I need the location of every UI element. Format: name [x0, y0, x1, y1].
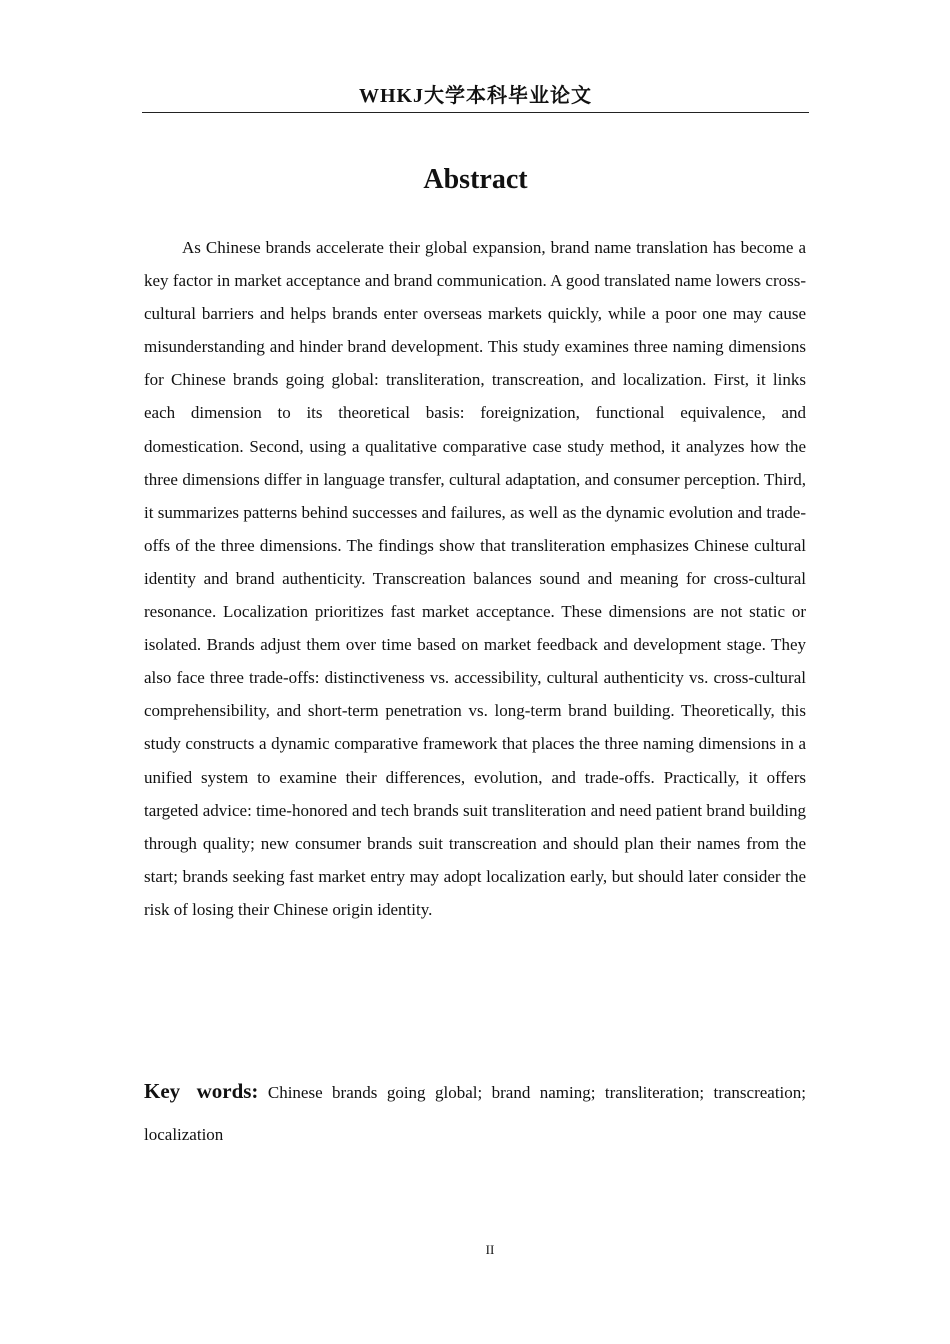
keywords-line — [144, 1070, 806, 1156]
abstract-body: As Chinese brands accelerate their global expansion, brand name translation has become a key factor in market acceptance and brand communication. A good translated name lowers cross-cultural barriers and helps brands enter overseas markets quickly, while a poor one may cause misunderstanding and hinder brand development. This study examines three naming dimensions for Chinese brands going global: transliteration, transcreation, and localization. First, it links each dimension to its theoretical basis: foreignization, functional equivalence, and domestication. Second, using a qualitative comparative case study method, it analyzes how the three dimensions differ in language transfer, cultural adaptation, and consumer perception. Third, it summarizes patterns behind successes and failures, as well as the dynamic evolution and trade-offs of the three dimensions. The findings show that transliteration emphasizes Chinese cultural identity and brand authenticity. Transcreation balances sound and meaning for cross-cultural resonance. Localization prioritizes fast market acceptance. These dimensions are not static or isolated. Brands adjust them over time based on market feedback and development stage. They also face three trade-offs: distinctiveness vs. accessibility, cultural authenticity vs. cross-cultural comprehensibility, and short-term penetration vs. long-term brand building. Theoretically, this study constructs a dynamic comparative framework that places the three naming dimensions in a unified system to examine their differences, evolution, and trade-offs. Practically, it offers targeted advice: time-honored and tech brands suit transliteration and need patient brand building through quality; new consumer brands suit transcreation and should plan their names from the start; brands seeking fast market entry may adopt localization early, but should later consider the risk of losing their Chinese origin identity. — [144, 238, 806, 919]
running-header: WHKJ大学本科毕业论文 — [358, 85, 593, 107]
page-number: II — [485, 1242, 495, 1257]
keywords-text: Chinese brands going global; brand naming; transliteration; transcreation; localization — [144, 1083, 806, 1144]
abstract-title: Abstract — [423, 164, 528, 195]
keywords-label: Key words: — [144, 1079, 259, 1103]
header-divider — [142, 112, 809, 113]
